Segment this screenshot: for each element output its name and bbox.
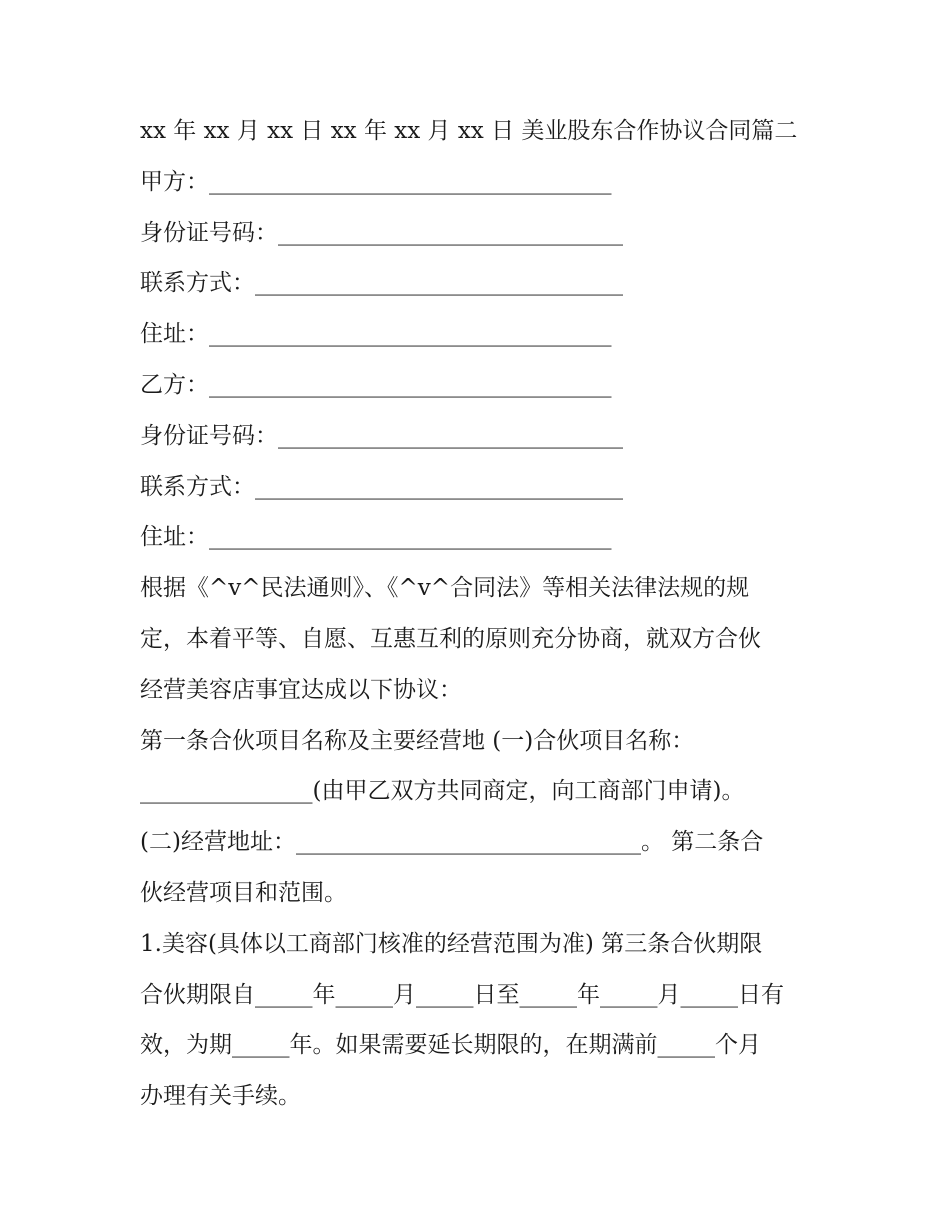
preamble-line-3: 经营美容店事宜达成以下协议： <box>140 676 462 703</box>
article-3-line-2: 效，为期_____年。如果需要延长期限的，在期满前_____个月 <box>140 1032 761 1059</box>
header-date-title-line: xx 年 xx 月 xx 日 xx 年 xx 月 xx 日 美业股东合作协议合同篇二 <box>140 118 798 144</box>
article-2-line-1: 伙经营项目和范围。 <box>140 879 347 906</box>
party-b-line: 乙方：___________________________________ <box>140 371 612 398</box>
document-body <box>140 106 820 1122</box>
preamble-line-1: 根据《^v^民法通则》、《^v^合同法》等相关法律法规的规 <box>140 575 750 602</box>
party-a-line: 甲方：___________________________________ <box>140 168 612 195</box>
article-1-line-1: 第一条合伙项目名称及主要经营地 (一)合伙项目名称： <box>140 727 695 754</box>
article-3-line-3: 办理有关手续。 <box>140 1083 301 1110</box>
preamble-line-2: 定，本着平等、自愿、互惠互利的原则充分协商，就双方合伙 <box>140 625 761 652</box>
article-2-line-2: 1.美容(具体以工商部门核准的经营范围为准) 第三条合伙期限 <box>140 930 763 957</box>
article-1-line-2: _______________(由甲乙双方共同商定，向工商部门申请)。 <box>140 778 745 805</box>
party-b-id-line: 身份证号码：______________________________ <box>140 422 623 449</box>
party-a-id-line: 身份证号码：______________________________ <box>140 219 623 246</box>
party-b-address-line: 住址：___________________________________ <box>140 524 612 551</box>
party-a-contact-line: 联系方式：________________________________ <box>140 270 623 297</box>
article-3-line-1: 合伙期限自_____年_____月_____日至_____年_____月_____日有 <box>140 981 784 1008</box>
party-b-contact-line: 联系方式：________________________________ <box>140 473 623 500</box>
party-a-address-line: 住址：___________________________________ <box>140 321 612 348</box>
article-1-line-3: (二)经营地址：______________________________。 第二条合 <box>140 829 764 856</box>
